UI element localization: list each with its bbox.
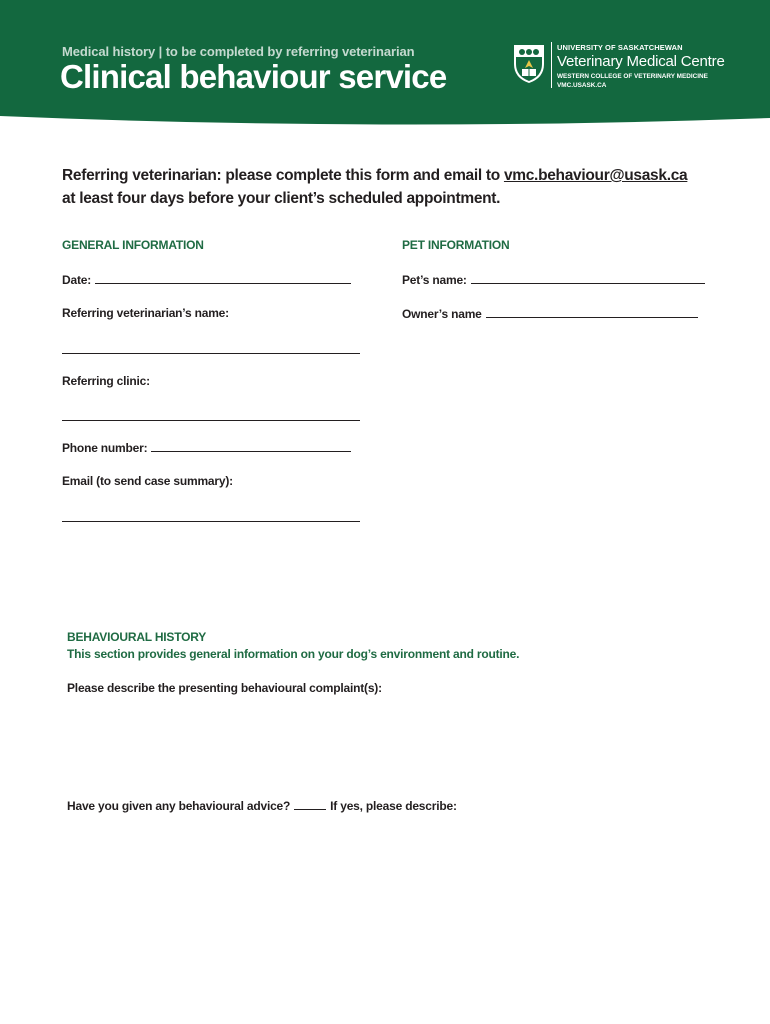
vet-name-label: Referring veterinarian’s name: [62, 306, 229, 320]
intro-text-before: Referring veterinarian: please complete this form and email to [62, 167, 504, 184]
owner-name-label: Owner’s name [402, 307, 482, 321]
vet-name-blank[interactable] [62, 353, 360, 354]
owner-name-blank[interactable] [486, 306, 698, 318]
university-name: UNIVERSITY OF SASKATCHEWAN [557, 43, 683, 52]
date-field[interactable] [62, 272, 351, 287]
advice-suffix: If yes, please describe: [330, 799, 457, 813]
pet-name-blank[interactable] [471, 272, 705, 284]
advice-label: Have you given any behavioural advice? [67, 799, 291, 813]
date-blank[interactable] [95, 272, 351, 284]
advice-answer-area[interactable] [67, 820, 707, 990]
pet-info-heading: PET INFORMATION [402, 238, 510, 252]
phone-blank[interactable] [151, 440, 351, 452]
advice-field[interactable] [67, 798, 457, 813]
clinic-label: Referring clinic: [62, 374, 150, 388]
header-subtitle: Medical history | to be completed by referring veterinarian [62, 44, 415, 59]
owner-name-field[interactable] [402, 306, 698, 321]
centre-name: Veterinary Medical Centre [557, 53, 725, 70]
website-url[interactable]: VMC.USASK.CA [557, 82, 607, 89]
email-link[interactable]: vmc.behaviour@usask.ca [503, 167, 688, 184]
email-case-blank[interactable] [62, 521, 360, 522]
phone-label: Phone number: [62, 441, 148, 455]
complaint-label: Please describe the presenting behavioural complaint(s): [67, 681, 382, 695]
pet-name-label: Pet’s name: [402, 273, 467, 287]
email-case-label: Email (to send case summary): [62, 474, 233, 488]
behaviour-heading: BEHAVIOURAL HISTORY [67, 630, 207, 644]
general-info-heading: GENERAL INFORMATION [62, 238, 204, 252]
clinic-blank[interactable] [62, 420, 360, 421]
intro-text-after: at least four days before your client’s scheduled appointment. [62, 190, 501, 207]
date-label: Date: [62, 273, 92, 287]
university-crest-icon [512, 42, 546, 84]
behaviour-subheading: This section provides general information on your dog’s environment and routine. [67, 647, 520, 661]
logo-divider [551, 42, 552, 88]
phone-field[interactable] [62, 440, 351, 455]
complaint-answer-area[interactable] [67, 702, 707, 788]
college-name: WESTERN COLLEGE OF VETERINARY MEDICINE [557, 73, 708, 80]
pet-name-field[interactable] [402, 272, 705, 287]
advice-blank[interactable] [294, 798, 326, 810]
intro-text [62, 164, 742, 210]
page-title: Clinical behaviour service [60, 58, 447, 95]
